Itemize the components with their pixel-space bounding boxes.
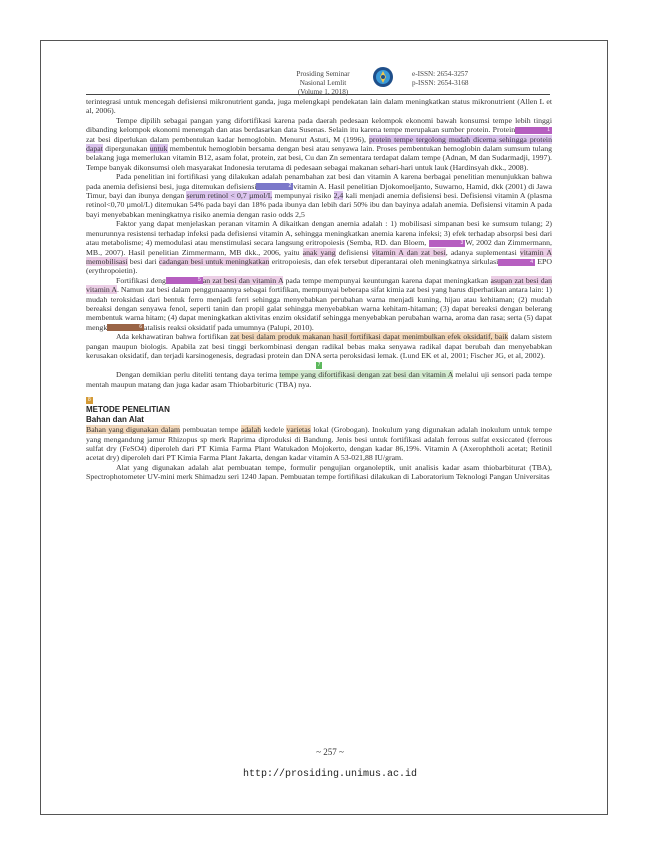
annotation-marker[interactable]: 5 (166, 277, 203, 284)
paragraph-text: Tempe dipilih sebagai pangan yang difortifikasi karena pada daerah pedesaan kelompok ekonomi bawah konsumsi tempe lebih tinggi dibanding kelompok ekonomi menengah dan atas berdasarkan data Susenas. Selain itu karena tempe merupakan sumber protein. Protein (86, 115, 552, 135)
paragraph-text: dalam sistem pangan maupun biologis. Apabila zat besi tinggi berkombinasi dengan radikal bebas maka senyawa radikal dapat berubah dan menyebabkan kerusakan oksidatif, dan terjadi karsinogenesis, degradasi protein dan DNA serta peroksidasi lemak. (Lund EK et al, 2001; Fischer JG, et al, 2002). (86, 332, 552, 360)
paragraph-text: kali menjadi anemia defisiensi besi. Defisiensi vitamin A (plasma retinol<0,70 µmol/L) ditemukan 54% pada bayi dan 18% pada ibunya dan lebih dari 50% ibu dan bayinya adalah anemia. Defisiensi vitamin A pada bayi menyebabkan meningkatnya risiko anemia dengan rasio odds 2,5 (86, 191, 553, 219)
paragraph (86, 370, 552, 389)
paragraph-text: Pada penelitian ini fortifikasi yang dilakukan adalah penambahan zat besi dan vitamin A karena berbagai penelitian menunjukkan bahwa pada anemia defisiensi besi, juga ditemukan defisiensi (86, 172, 552, 191)
highlight-pink[interactable]: vitamin A memobilisasi (86, 247, 552, 266)
highlight-purple[interactable]: protein tempe tergolong mudah dicerna sehingga protein dapat (86, 134, 552, 154)
paragraph-text: pada tempe mempunyai keuntungan karena dapat meningkatkan (283, 275, 491, 285)
paragraph-text: zat besi diperlukan dalam pembentukan kadar hemoglobin. Menurut Astuti, M (1996), (86, 134, 369, 144)
paragraph-text: Alat yang digunakan adalah alat pembuatan tempe, formulir pengujian organoleptik, unit analisis kadar asam thiobarbiturat (TBA), Spectrophotometer UV-mini merk Shimadzu seri 1240 Japan. Pembuatan tempe fortifikasi dilakukan di Laboratorium Teknologi Pangan Universitas (86, 462, 552, 482)
annotation-marker[interactable]: 6 (107, 324, 144, 331)
paragraph-text: Dengan demikian perlu diteliti tentang daya terima (116, 370, 280, 380)
paragraph-text: melalui uji sensori pada tempe mentah maupun matang dan juga kadar asam Thiobarbituric (TBA) nya. (86, 370, 553, 389)
highlight-pink[interactable]: an zat besi dan vitamin A (202, 275, 284, 285)
highlight-pink[interactable]: anak yang (302, 247, 336, 257)
marker-row (86, 395, 552, 405)
highlight-purple[interactable]: untuk (149, 144, 168, 154)
highlight-purple[interactable]: 2,4 (333, 191, 344, 201)
university-seal-icon (372, 66, 394, 88)
paragraph (86, 172, 552, 219)
paragraph-text: Faktor yang dapat menjelaskan peranan vitamin A dikaitkan dengan anemia adalah : 1) mobilisasi simpanan besi ke sumsum tulang; 2) menurunnya resistensi terhadap infeksi pada defisiensi vitamin A, sehingga meningkatkan anemia karena infeksi; 3) efek terhadap absorpsi besi dari atau metabolisme; 4) memodulasi atau menstimulasi secara langsung eritropoiesis (Semba, RD. dan Bloem, (86, 219, 552, 248)
section-heading: METODE PENELITIAN (86, 405, 170, 415)
article-body (86, 97, 552, 482)
highlight-pink[interactable]: vitamin A dan zat besi (371, 247, 446, 257)
paragraph (86, 116, 552, 172)
paragraph-text: besi dari (127, 256, 159, 266)
annotation-marker[interactable]: 1 (515, 127, 552, 134)
paragraph (86, 332, 552, 360)
header-issn (412, 70, 532, 88)
annotation-marker[interactable]: 8 (88, 396, 91, 403)
subsection-heading: Bahan dan Alat (86, 415, 144, 425)
paragraph-text: atalisis reaksi oksidatif pada umumnya (Palupi, 2010). (144, 322, 314, 332)
paragraph (86, 425, 552, 463)
annotation-marker[interactable]: 4 (498, 259, 535, 266)
paragraph-text: kedele (261, 425, 287, 435)
header-proceedings (287, 70, 359, 97)
paragraph (86, 219, 552, 275)
paragraph-text: Fortifikasi deng (116, 275, 166, 285)
paragraph-text: mempunyai risiko (272, 191, 334, 201)
annotation-marker[interactable]: 2 (256, 183, 293, 190)
marker-row (86, 360, 552, 370)
highlight-orange[interactable]: zat besi dalam produk makanan hasil fortifikasi dapat menimbulkan efek oksidatif, baik (230, 332, 509, 342)
paragraph-text: membentuk hemoglobin bersama dengan besi atau senyawa lain. Proses pembentukan hemoglobin dalam sumsum tulang belakang juga memerlukan vitamin B12, asam folat, protein, zat besi, Cu dan Zn sementara terdapat dalam tempe (Adnan, M dan Sudarmadji, 1997). Tempe banyak dikonsumsi oleh masyarakat Indonesia terutama di pedesaan sebagai makanan sehari-hari untuk lauk (Hardinsyah dkk., 2008). (86, 144, 552, 172)
paragraph-text: , adanya suplementasi (445, 247, 520, 257)
paragraph-text: lokal (Grobogan). Inokulum yang digunakan adalah inokulum untuk tempe yang mengandung jamur Rhizopus sp merk Raprima diproduksi di Bandung. Jenis besi untuk fortifikasi adalah ferrous sulfat exsiccated (ferrous sulfat dry (FeSO4) diperoleh dari PT Kimia Farma Plant Watukadon Mojokerto, dengan kadar 86,19%. Vitamin A (Axerophtholi acetat; Retinil acetat dry) diperoleh dari PT Kimia Farma Plant Jakarta, dengan kadar vitamin A 53-021,88 IU/gram. (86, 425, 552, 463)
eissn: e-ISSN: 2654-3257 (412, 70, 469, 78)
paragraph-text: . Namun zat besi dalam penggunaannya sebagai fortifikan, mempunyai beberapa sifat kimia zat besi yang harus diperhatikan antara lain: 1) mudah teroksidasi dari bentuk ferro menjadi ferri sehingga menyebabkan perubahan warna menjadi kuning, hijau atau kehitaman; (2) mudah bereaksi dengan senyawa fenol, seperti tanin dan propil galat sehingga menyebabkan warna kehitam-hitaman; (3) dapat bereaksi dengan belerang membentuk warna hitam; (4) dapat meningkatkan aktivitas enzim oksidatif sehingga menyebabkan perubahan warna, aroma dan rasa; serta (5) dapat mengk (86, 285, 552, 332)
paragraph (86, 276, 552, 332)
highlight-orange[interactable]: Bahan yang digunakan dalam (86, 425, 181, 435)
paragraph-text: W, 2002 dan Zimmermann, MB., 2007). Hasil penelitian Zimmermann, MB dkk., 2006, yaitu (86, 238, 552, 257)
paragraph-text: EPO (erythropoietin). (86, 256, 553, 276)
proceedings-volume: (Volume 1, 2018) (297, 88, 349, 96)
paragraph-text: pembuatan tempe (180, 425, 241, 435)
footer-url[interactable]: http://prosiding.unimus.ac.id (242, 769, 418, 780)
highlight-green[interactable]: tempe yang difortifikasi dengan zat besi dan vitamin A (279, 370, 453, 380)
paragraph (86, 463, 552, 482)
annotation-marker[interactable]: 3 (429, 240, 466, 247)
paragraph-text: vitamin A. Hasil penelitian Djokomoeljanto, Suwarno, Hamid, dkk (2001) di Jawa Timur, bayi dan ibunya dengan (86, 181, 552, 201)
paragraph (86, 97, 552, 116)
proceedings-title: Prosiding Seminar Nasional Lemlit (296, 70, 350, 87)
annotation-marker[interactable]: 7 (317, 362, 321, 369)
paragraph-text: eritropoiesis, dan efek tersebut diperantarai oleh meningkatnya sirkulasi (269, 256, 499, 266)
page-number: ~ 257 ~ (316, 747, 344, 757)
paragraph-text: dipergunakan (102, 144, 150, 154)
highlight-pink[interactable]: asupan zat besi dan vitamin A (86, 275, 553, 295)
highlight-orange[interactable]: adalah (240, 425, 262, 435)
paragraph-text: Ada kekhawatiran bahwa fortifikan (116, 332, 231, 342)
pissn: p-ISSN: 2654-3168 (412, 79, 469, 87)
highlight-pink[interactable]: cadangan besi untuk meningkatkan (158, 256, 270, 266)
highlight-orange[interactable]: varietas (286, 425, 311, 435)
highlight-purple[interactable]: serum retinol < 0,7 µmol/L (186, 191, 273, 201)
header-divider (86, 94, 550, 95)
paragraph-text: defisiensi (335, 247, 372, 257)
paragraph-text: terintegrasi untuk mencegah defisiensi mikronutrient ganda, juga melengkapi pendekatan lain dalam meningkatkan status mikronutrient (Allen L et al, 2006). (86, 97, 552, 116)
